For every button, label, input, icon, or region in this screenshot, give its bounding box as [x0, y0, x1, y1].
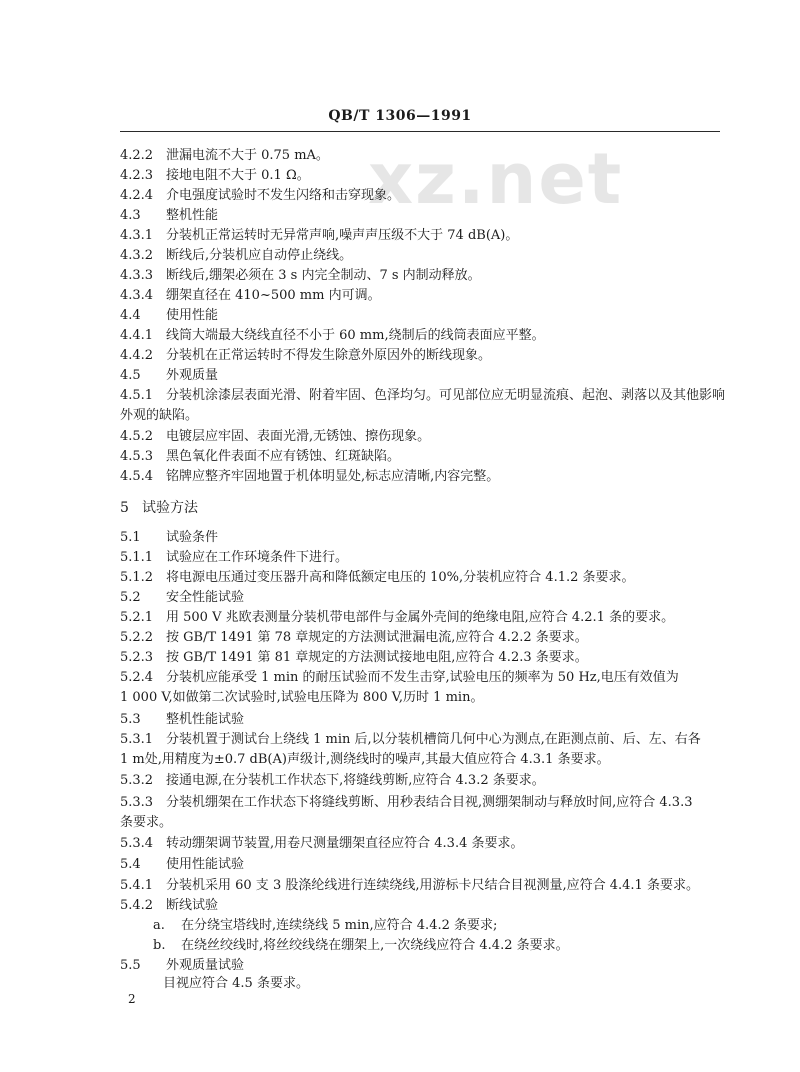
clause-number: 5.1.1 — [120, 550, 154, 565]
clause-number: 4.3.2 — [120, 248, 154, 263]
clause-text: 电镀层应牢固、表面光滑,无锈蚀、擦伤现象。 — [166, 429, 431, 444]
clause-number: 4.2.2 — [120, 148, 154, 163]
clause-continuation — [120, 405, 198, 427]
list-item — [153, 935, 569, 957]
clause-line — [120, 770, 545, 792]
clause-number: 4.2.3 — [120, 168, 154, 183]
clause-continuation — [163, 973, 309, 995]
list-marker: b. — [153, 938, 166, 953]
clause-text: 按 GB/T 1491 第 78 章规定的方法测试泄漏电流,应符合 4.2.2 条要求。 — [166, 630, 588, 645]
clause-text: 断线试验 — [166, 898, 219, 913]
clause-text: 使用性能 — [166, 308, 219, 323]
subsection-heading — [120, 854, 244, 876]
clause-line — [120, 895, 218, 917]
clause-number: 5.2.4 — [120, 670, 154, 685]
list-marker: a. — [153, 918, 165, 933]
subsection-heading — [120, 365, 218, 387]
clause-text: 试验条件 — [166, 530, 219, 545]
clause-text: 分装机应能承受 1 min 的耐压试验而不发生击穿,试验电压的频率为 50 Hz,电压有效值为 — [166, 670, 679, 685]
clause-line — [120, 345, 491, 367]
clause-text: 使用性能试验 — [166, 857, 245, 872]
clause-number: 4.5 — [120, 368, 141, 383]
clause-text: 安全性能试验 — [166, 590, 245, 605]
clause-text: 整机性能 — [166, 208, 219, 223]
clause-number: 5.1.2 — [120, 570, 154, 585]
section-number: 5 — [120, 500, 129, 516]
clause-line — [120, 145, 329, 167]
clause-number: 5.3.4 — [120, 836, 154, 851]
clause-text: 断线后,绷架必须在 3 s 内完全制动、7 s 内制动释放。 — [166, 268, 481, 283]
clause-text: 分装机绷架在工作状态下将缝线剪断、用秒表结合目视,测绷架制动与释放时间,应符合 4.3.3 — [166, 795, 693, 810]
list-item — [153, 915, 497, 937]
clause-text: 介电强度试验时不发生闪络和击穿现象。 — [166, 188, 401, 203]
list-item-text: 在分绕宝塔线时,连续绕线 5 min,应符合 4.4.2 条要求; — [181, 918, 498, 933]
clause-line — [120, 567, 635, 589]
clause-number: 5.2 — [120, 590, 141, 605]
clause-line — [120, 647, 588, 669]
clause-continuation — [120, 812, 172, 834]
clause-line — [120, 875, 699, 897]
clause-text: 分装机在正常运转时不得发生除意外原因外的断线现象。 — [166, 348, 492, 363]
clause-line — [120, 607, 674, 629]
clause-line — [120, 547, 348, 569]
list-item-text: 在绕丝绞线时,将丝绞线绕在绷架上,一次绕线应符合 4.4.2 条要求。 — [181, 938, 569, 953]
clause-line — [120, 426, 430, 448]
clause-text: 铭牌应整齐牢固地置于机体明显处,标志应清晰,内容完整。 — [166, 469, 500, 484]
clause-number: 5.2.1 — [120, 610, 154, 625]
clause-text: 接地电阻不大于 0.1 Ω。 — [166, 168, 310, 183]
section-heading — [120, 497, 198, 519]
clause-text: 整机性能试验 — [166, 712, 245, 727]
clause-text: 绷架直径在 410~500 mm 内可调。 — [166, 288, 381, 303]
clause-number: 4.4 — [120, 308, 141, 323]
clause-number: 4.3 — [120, 208, 141, 223]
clause-text: 外观质量 — [166, 368, 219, 383]
subsection-heading — [120, 205, 218, 227]
clause-number: 4.5.2 — [120, 429, 154, 444]
clause-text: 接通电源,在分装机工作状态下,将缝线剪断,应符合 4.3.2 条要求。 — [166, 773, 545, 788]
clause-text: 黑色氧化件表面不应有锈蚀、红斑缺陷。 — [166, 449, 401, 464]
clause-text: 将电源电压通过变压器升高和降低额定电压的 10%,分装机应符合 4.1.2 条要求。 — [166, 570, 635, 585]
clause-number: 4.4.1 — [120, 328, 154, 343]
clause-line — [120, 265, 481, 287]
clause-text: 断线后,分装机应自动停止绕线。 — [166, 248, 353, 263]
header-rule — [120, 131, 720, 132]
clause-text: 条要求。 — [120, 815, 173, 830]
clause-line — [120, 225, 518, 247]
subsection-heading — [120, 305, 218, 327]
clause-number: 4.2.4 — [120, 188, 154, 203]
clause-number: 5.4 — [120, 857, 141, 872]
clause-text: 外观质量试验 — [166, 958, 245, 973]
clause-text: 按 GB/T 1491 第 81 章规定的方法测试接地电阻,应符合 4.2.3 条要求。 — [166, 650, 588, 665]
clause-line — [120, 833, 523, 855]
clause-text: 转动绷架调节装置,用卷尺测量绷架直径应符合 4.3.4 条要求。 — [166, 836, 524, 851]
clause-number: 5.2.3 — [120, 650, 154, 665]
clause-number: 5.4.1 — [120, 878, 154, 893]
clause-line — [120, 466, 499, 488]
clause-line — [120, 667, 679, 689]
page-number: 2 — [128, 992, 136, 1006]
clause-line — [120, 385, 725, 407]
clause-continuation — [120, 687, 483, 709]
clause-text: 线筒大端最大绕线直径不小于 60 mm,绕制后的线筒表面应平整。 — [166, 328, 545, 343]
subsection-heading — [120, 587, 244, 609]
clause-line — [120, 285, 381, 307]
clause-line — [120, 627, 588, 649]
clause-number: 5.1 — [120, 530, 141, 545]
subsection-heading — [120, 527, 218, 549]
clause-line — [120, 446, 400, 468]
section-title: 试验方法 — [142, 500, 198, 516]
clause-text: 泄漏电流不大于 0.75 mA。 — [166, 148, 329, 163]
clause-line — [120, 165, 310, 187]
clause-text: 分装机采用 60 支 3 股涤纶线进行连续绕线,用游标卡尺结合目视测量,应符合 4.4.1 条要求。 — [166, 878, 699, 893]
clause-number: 4.5.3 — [120, 449, 154, 464]
clause-line — [120, 729, 701, 751]
clause-text: 试验应在工作环境条件下进行。 — [166, 550, 349, 565]
clause-number: 5.2.2 — [120, 630, 154, 645]
watermark: xz.net — [368, 138, 624, 220]
subsection-heading — [120, 709, 244, 731]
clause-text: 1 m处,用精度为±0.7 dB(A)声级计,测绕线时的噪声,其最大值应符合 4.3.1 条要求。 — [120, 752, 610, 767]
clause-number: 5.3.1 — [120, 732, 154, 747]
clause-line — [120, 245, 352, 267]
clause-number: 5.4.2 — [120, 898, 154, 913]
clause-line — [120, 185, 400, 207]
clause-text: 目视应符合 4.5 条要求。 — [163, 976, 309, 991]
clause-line — [120, 325, 545, 347]
clause-number: 5.5 — [120, 958, 141, 973]
clause-number: 5.3 — [120, 712, 141, 727]
clause-number: 4.4.2 — [120, 348, 154, 363]
clause-number: 5.3.2 — [120, 773, 154, 788]
clause-number: 4.3.3 — [120, 268, 154, 283]
clause-line — [120, 792, 692, 814]
clause-number: 4.3.4 — [120, 288, 154, 303]
clause-number: 5.3.3 — [120, 795, 154, 810]
page-header: QB/T 1306—1991 — [328, 108, 472, 124]
clause-continuation — [120, 749, 610, 771]
clause-text: 外观的缺陷。 — [120, 408, 199, 423]
clause-number: 4.5.1 — [120, 388, 154, 403]
clause-number: 4.3.1 — [120, 228, 154, 243]
clause-text: 分装机正常运转时无异常声响,噪声声压级不大于 74 dB(A)。 — [166, 228, 519, 243]
clause-text: 分装机置于测试台上绕线 1 min 后,以分装机槽筒几何中心为测点,在距测点前、后、左、右各 — [166, 732, 701, 747]
clause-text: 用 500 V 兆欧表测量分装机带电部件与金属外壳间的绝缘电阻,应符合 4.2.1 条的要求。 — [166, 610, 675, 625]
clause-number: 4.5.4 — [120, 469, 154, 484]
clause-text: 分装机涂漆层表面光滑、附着牢固、色泽均匀。可见部位应无明显流痕、起泡、剥落以及其他影响 — [166, 388, 726, 403]
clause-text: 1 000 V,如做第二次试验时,试验电压降为 800 V,历时 1 min。 — [120, 690, 484, 705]
